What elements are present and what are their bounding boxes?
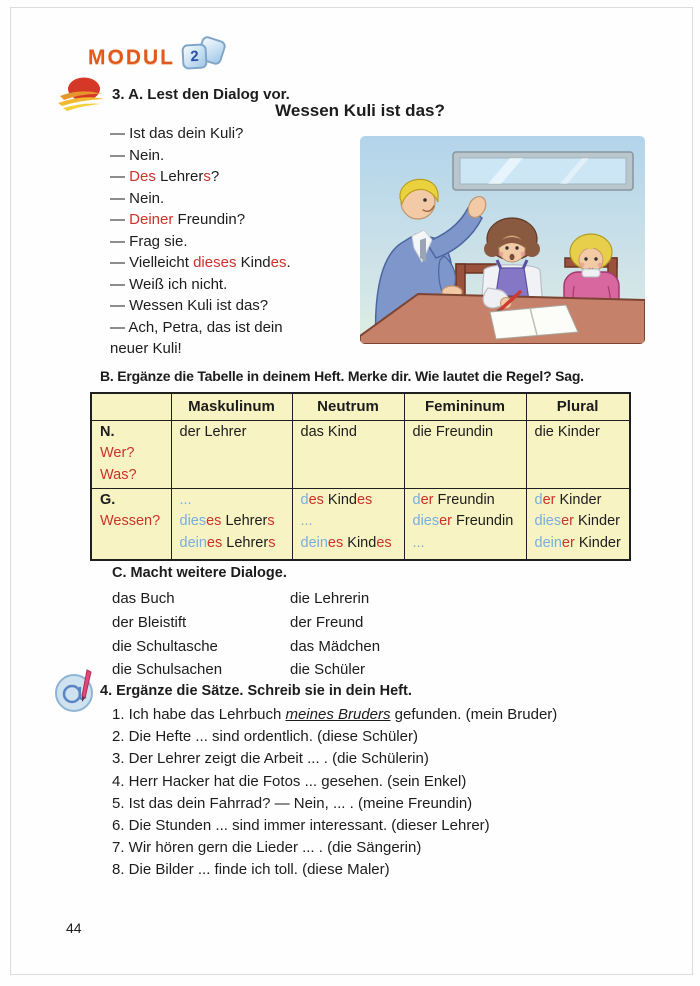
cell-g-femininum: [404, 488, 526, 560]
table-header-row: [91, 393, 630, 420]
text-line: der Kinder: [534, 491, 602, 508]
text-line: — Ist das dein Kuli?: [110, 125, 244, 142]
text-line: Wessen?: [100, 513, 161, 529]
exerciseC-word-list: [112, 587, 380, 682]
text-line: die Lehrerin: [290, 590, 370, 607]
cube-front-icon: [181, 43, 207, 69]
text-line: dieser Kinder: [534, 513, 620, 529]
text-line: 6. Die Stunden ... sind immer interessant. (dieser Lehrer): [112, 817, 490, 835]
cell-n-maskulinum: [171, 420, 292, 488]
text-line: der Freundin: [412, 491, 495, 508]
module-number: 2: [189, 47, 200, 66]
page-number: 44: [66, 920, 82, 936]
text-line: G.: [100, 491, 116, 508]
text-line: des Kindes: [300, 491, 373, 508]
cell-n-neutrum: [292, 420, 404, 488]
cell-g-plural: [526, 488, 630, 560]
text-line: — Frag sie.: [110, 232, 188, 250]
table-header-plural: Plural: [526, 393, 630, 420]
cell-n-plural: [526, 420, 630, 488]
table-row-genitiv: [91, 488, 630, 560]
exerciseB-heading: B. Ergänze die Tabelle in deinem Heft. Merke dir. Wie lautet die Regel? Sag.: [100, 368, 584, 384]
text-line: das Kind: [300, 423, 357, 440]
writing-pen-icon: [54, 666, 100, 714]
text-line: der Lehrer: [179, 423, 247, 440]
text-line: die Freundin: [412, 423, 494, 440]
text-line: ...: [300, 513, 313, 529]
text-line: 8. Die Bilder ... finde ich toll. (diese Maler): [112, 861, 390, 879]
text-line: die Kinder: [534, 423, 600, 440]
text-line: — Weiß ich nicht.: [110, 275, 228, 293]
text-line: ...: [412, 534, 425, 551]
text-line: N.: [100, 423, 115, 440]
exercise4-heading: 4. Ergänze die Sätze. Schreib sie in dein Heft.: [100, 683, 412, 699]
text-line: — Ach, Petra, das ist dein: [110, 318, 283, 336]
text-line: — Nein.: [110, 189, 165, 207]
window: [453, 152, 633, 190]
text-line: 1. Ich habe das Lehrbuch meines Bruders gefunden. (mein Bruder): [112, 706, 558, 723]
text-line: neuer Kuli!: [110, 340, 182, 357]
text-line: dieser Freundin: [412, 513, 514, 529]
table-header-neutrum: Neutrum: [292, 393, 404, 420]
text-line: dieses Lehrers: [179, 513, 275, 529]
text-line: — Deiner Freundin?: [110, 211, 246, 228]
text-line: 4. Herr Hacker hat die Fotos ... gesehen. (sein Enkel): [112, 772, 467, 790]
text-line: Was?: [100, 466, 137, 483]
text-line: 2. Die Hefte ... sind ordentlich. (diese Schüler): [112, 728, 418, 746]
text-line: — Wessen Kuli ist das?: [110, 297, 269, 314]
table-row-nominativ: [91, 420, 630, 488]
cell-g-neutrum: [292, 488, 404, 560]
text-line: — Des Lehrers?: [110, 168, 220, 185]
word-list-column-1: [112, 587, 290, 682]
exercise4-sentences: [112, 704, 557, 882]
text-line: deiner Kinder: [534, 534, 621, 551]
text-line: — Nein.: [110, 146, 165, 164]
grammar-table: [90, 392, 631, 561]
text-line: die Schultasche: [112, 637, 218, 655]
text-line: deines Kindes: [300, 534, 392, 551]
text-line: der Freund: [290, 613, 364, 631]
text-line: Wer?: [100, 445, 135, 461]
case-label-genitiv: [91, 488, 171, 560]
text-line: das Mädchen: [290, 637, 381, 655]
table-header-femininum: Femininum: [404, 393, 526, 420]
text-line: deines Lehrers: [179, 534, 276, 551]
module-cube-icon: [180, 38, 228, 76]
text-line: der Bleistift: [112, 613, 187, 631]
exerciseC-heading: C. Macht weitere Dialoge.: [112, 565, 287, 581]
text-line: das Buch: [112, 590, 175, 607]
text-line: 5. Ist das dein Fahrrad? — Nein, ... . (meine Freundin): [112, 794, 473, 812]
text-line: 3. Der Lehrer zeigt die Arbeit ... . (die Schülerin): [112, 750, 429, 768]
text-line: ...: [179, 491, 192, 508]
exercise3-heading: 3. A. Lest den Dialog vor.: [112, 86, 290, 103]
cell-g-maskulinum: [171, 488, 292, 560]
word-list-column-2: [290, 587, 380, 682]
dialog-text: [110, 123, 372, 360]
text-line: — Vielleicht dieses Kindes.: [110, 254, 291, 271]
table-header-empty: [91, 393, 171, 420]
module-header: [88, 38, 228, 76]
text-line: die Schulsachen: [112, 661, 223, 679]
classroom-illustration: [360, 136, 645, 344]
case-label-nominativ: [91, 420, 171, 488]
text-line: die Schüler: [290, 661, 366, 679]
text-line: 7. Wir hören gern die Lieder ... . (die Sängerin): [112, 839, 422, 857]
cell-n-femininum: [404, 420, 526, 488]
module-label: MODUL: [88, 46, 175, 69]
dialog-title: Wessen Kuli ist das?: [275, 101, 445, 120]
table-header-maskulinum: Maskulinum: [171, 393, 292, 420]
